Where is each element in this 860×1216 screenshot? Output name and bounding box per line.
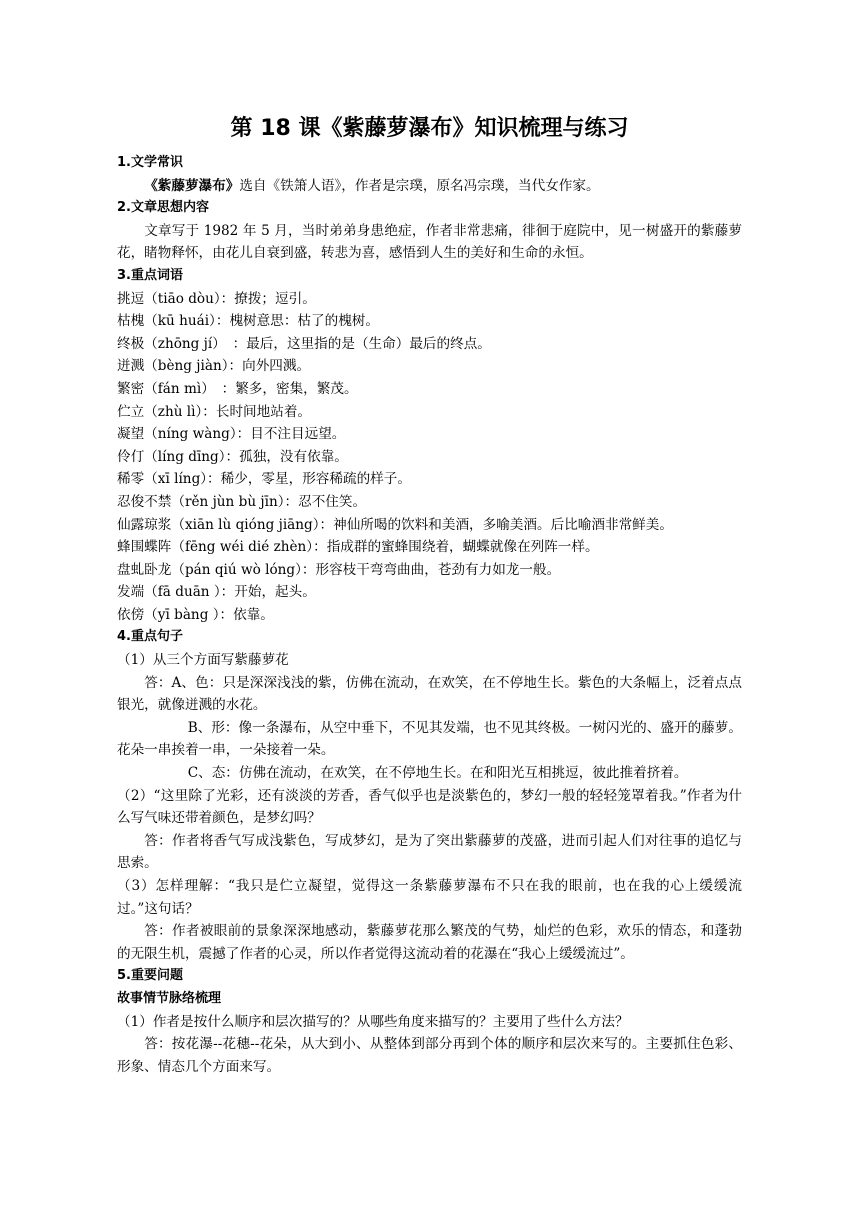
vocab-item: 凝望（níng wàng）：目不注目远望。 — [117, 426, 346, 443]
vocab-item: 忍俊不禁（rěn jùn bù jīn）：忍不住笑。 — [117, 493, 367, 510]
answer: 答：按花瀑--花穗--花朵，从大到小、从整体到部分再到个体的顺序和层次来写的。主要抓住色彩、形象、情态几个方面来写。 — [117, 1036, 742, 1075]
vocab-item: 迸溅（bèng jiàn）：向外四溅。 — [117, 358, 311, 375]
section-heading-theme: 2.文章思想内容 — [117, 200, 209, 216]
vocab-item: 依傍（yī bàng ）：依靠。 — [117, 606, 274, 623]
vocab-item: 终极（zhōng jí） ：最后，这里指的是（生命）最后的终点。 — [117, 335, 491, 352]
question: （1）从三个方面写紫藤萝花 — [117, 652, 289, 669]
vocab-item: 伫立（zhù lì）：长时间地站着。 — [117, 403, 312, 420]
vocab-item: 蜂围蝶阵（fēng wéi dié zhèn）：指成群的蜜蜂围绕着，蝴蝶就像在列阵一样。 — [117, 539, 599, 556]
answer: 答：作者被眼前的景象深深地感动，紫藤萝花那么繁茂的气势，灿烂的色彩，欢乐的情态，和蓬勃的无限生机，震撼了作者的心灵，所以作者觉得这流动着的花瀑在“我心上缓缓流过”。 — [117, 923, 742, 962]
vocab-item: 伶仃（líng dīng）：孤独，没有依靠。 — [117, 448, 348, 465]
section-heading-literature: 1.文学常识 — [117, 155, 183, 170]
answer: C、态：仿佛在流动，在欢笑，在不停地生长。在和阳光互相挑逗，彼此推着挤着。 — [187, 765, 688, 782]
question: （3）怎样理解：“我只是伫立凝望，觉得这一条紫藤萝瀑布不只在我的眼前，也在我的心上缓缓流过。”这句话？ — [117, 878, 742, 917]
vocab-item: 枯槐（kū huái）：槐树意思：枯了的槐树。 — [117, 313, 379, 330]
answer: B、形：像一条瀑布，从空中垂下，不见其发端，也不见其终极。一树闪光的、盛开的藤萝。花朵一串挨着一串，一朵接着一朵。 — [117, 719, 742, 759]
literature-paragraph — [117, 175, 742, 198]
section-heading-vocabulary: 3.重点词语 — [117, 267, 183, 283]
document-title: 第 18 课《紫藤萝瀑布》知识梳理与练习 — [230, 116, 629, 141]
answer: 答：作者将香气写成浅紫色，写成梦幻，是为了突出紫藤萝的茂盛，进而引起人们对往事的追忆与思索。 — [117, 832, 742, 872]
question: （1）作者是按什么顺序和层次描写的？从哪些角度来描写的？主要用了些什么方法？ — [117, 1013, 629, 1030]
vocab-item: 盘虬卧龙（pán qiú wò lóng）：形容枝干弯弯曲曲，苍劲有力如龙一般。 — [117, 561, 561, 578]
subsection-heading: 故事情节脉络梳理 — [117, 990, 222, 1006]
question: （2）“这里除了光彩，还有淡淡的芳香，香气似乎也是淡紫色的，梦幻一般的轻轻笼罩着我。”作者为什么写气味还带着颜色，是梦幻吗？ — [117, 787, 742, 827]
vocab-item: 繁密（fán mì） ：繁多，密集，繁茂。 — [117, 380, 358, 397]
vocab-item: 挑逗（tiāo dòu）：撩拨；逗引。 — [117, 290, 316, 307]
vocab-item: 发端（fā duān ）：开始，起头。 — [117, 584, 316, 601]
vocab-item: 稀零（xī líng）：稀少，零星，形容稀疏的样子。 — [117, 471, 411, 488]
book-title: 《紫藤萝瀑布》 — [144, 177, 240, 194]
section-heading-key-sentences: 4.重点句子 — [117, 629, 183, 645]
section-heading-key-questions: 5.重要问题 — [117, 968, 183, 984]
vocab-item: 仙露琼浆（xiān lù qióng jiāng）：神仙所喝的饮料和美酒，多喻美酒。后比喻酒非常鲜美。 — [117, 516, 673, 533]
document-body — [117, 152, 742, 1078]
literature-text: 选自《铁箫人语》，作者是宗璞，原名冯宗璞，当代女作家。 — [239, 177, 600, 194]
answer: 答：A、色：只是深深浅浅的紫，仿佛在流动，在欢笑，在不停地生长。紫色的大条幅上，泛着点点银光，就像迸溅的水花。 — [117, 674, 742, 714]
theme-paragraph: 文章写于 1982 年 5 月，当时弟弟身患绝症，作者非常悲痛，徘徊于庭院中，见一树盛开的紫藤萝花，睹物释怀，由花儿自衰到盛，转悲为喜，感悟到人生的美好和生命的永恒。 — [117, 222, 742, 262]
